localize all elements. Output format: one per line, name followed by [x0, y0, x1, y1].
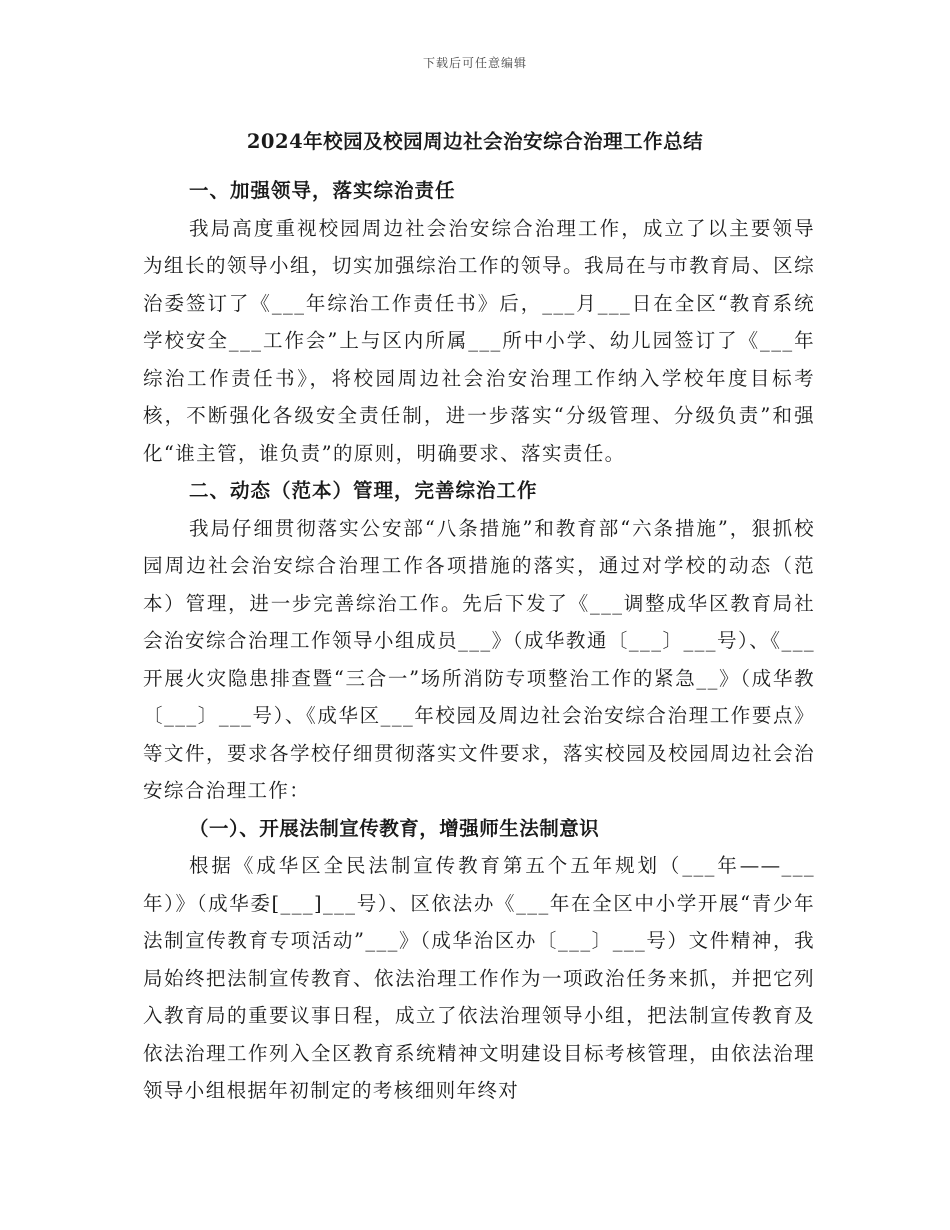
document-body [143, 172, 815, 1110]
subsection-heading-1: （一）、开展法制宣传教育，增强师生法制意识 [189, 816, 600, 840]
header-note: 下载后可任意编辑 [422, 56, 527, 70]
document-title: 2024年校园及校园周边社会治安综合治理工作总结 [246, 130, 704, 153]
section-heading-2: 二、动态（范本）管理，完善综治工作 [189, 479, 538, 502]
section-paragraph-2: 我局仔细贯彻落实公安部“八条措施”和教育部“六条措施”，狠抓校园周边社会治安综合治理工作各项措施的落实，通过对学校的动态（范本）管理，进一步完善综治工作。先后下发了《___调整成华区教育局社会治安综合治理工作领导小组成员___》（成华教通〔___〕___号）、《___开展火灾隐患排查暨“三合一”场所消防专项整治工作的紧急__》（成华教〔___〕___号）、《成华区___年校园及周边社会治安综合治理工作要点》等文件，要求各学校仔细贯彻落实文件要求，落实校园及校园周边社会治安综合治理工作： [143, 516, 815, 802]
section-paragraph-1: 我局高度重视校园周边社会治安综合治理工作，成立了以主要领导为组长的领导小组，切实加强综治工作的领导。我局在与市教育局、区综治委签订了《___年综治工作责任书》后，___月___日在全区“教育系统学校安全___工作会”上与区内所属___所中小学、幼儿园签订了《___年综治工作责任书》，将校园周边社会治安治理工作纳入学校年度目标考核，不断强化各级安全责任制，进一步落实“分级管理、分级负责”和强化“谁主管，谁负责”的原则，明确要求、落实责任。 [143, 216, 815, 465]
section-heading-1: 一、加强领导，落实综治责任 [189, 179, 456, 202]
subsection-paragraph-1: 根据《成华区全民法制宣传教育第五个五年规划（___年——___年）》（成华委[___]___号）、区依法办《___年在全区中小学开展“青少年法制宣传教育专项活动”___》（成华治区办〔___〕___号）文件精神，我局始终把法制宣传教育、依法治理工作作为一项政治任务来抓，并把它列入教育局的重要议事日程，成立了依法治理领导小组，把法制宣传教育及依法治理工作列入全区教育系统精神文明建设目标考核管理，由依法治理领导小组根据年初制定的考核细则年终对 [143, 854, 815, 1102]
